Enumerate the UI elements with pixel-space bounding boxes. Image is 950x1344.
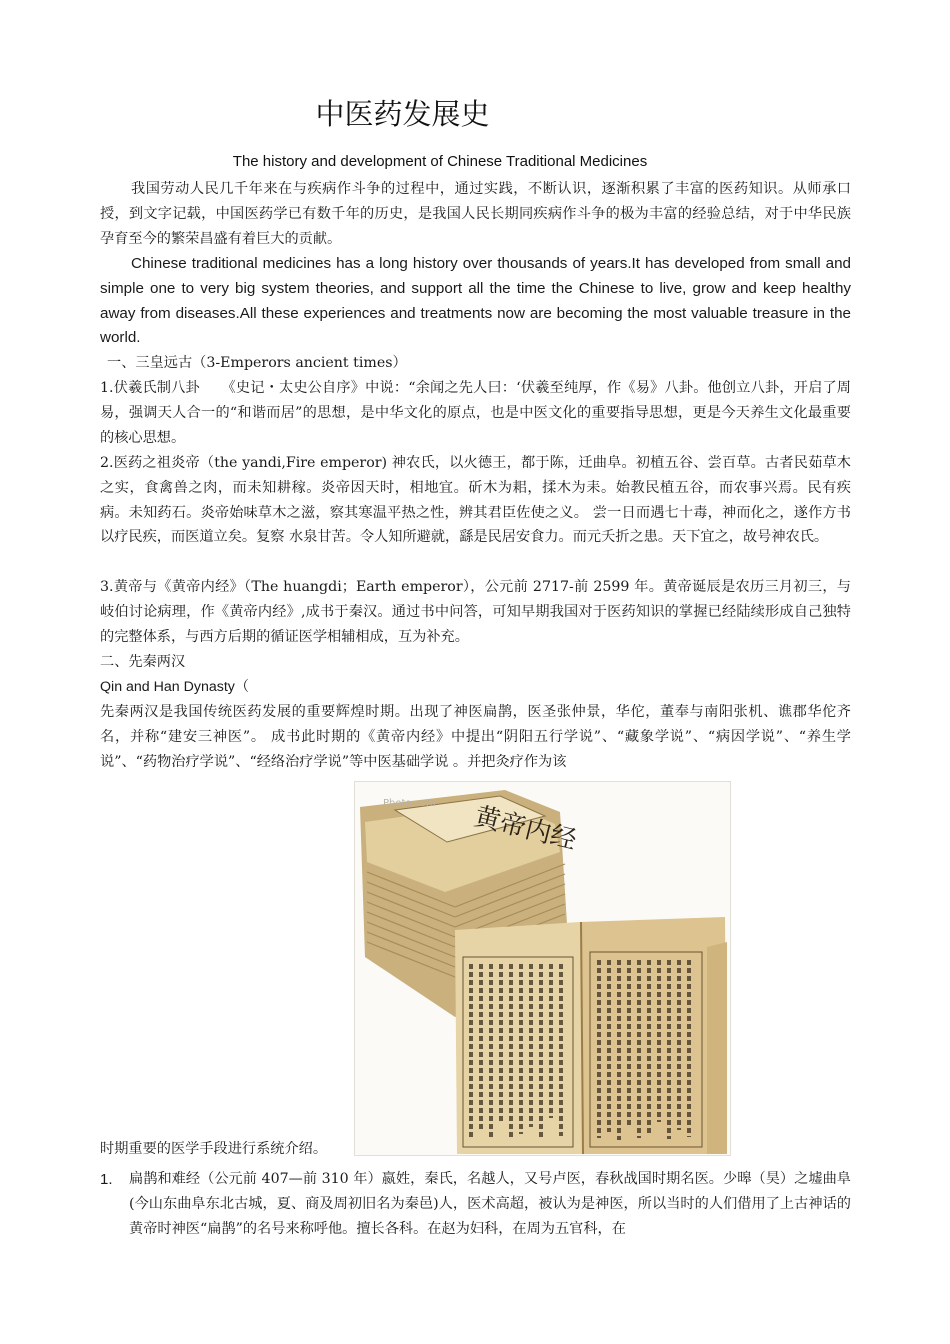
- section-1-item-1: 1.伏羲氏制八卦 《史记・太史公自序》中说：“余闻之先人曰：‘伏羲至纯厚，作《易》八卦。他创立八卦，开启了周易，强调天人合一的“和谐而居”的思想，是中华文化的原点，也是中医文化的重要指导思想，更是今天养生文化最重要的核心思想。: [100, 380, 851, 446]
- list-item-text: 扁鹊和难经（公元前 407—前 310 年）嬴姓，秦氏，名越人，又号卢医，春秋战国时期名医。少暤（昊）之墟曲阜(今山东曲阜东北古城，夏、商及周初旧名为秦邑)人，医术高超，被认为是神医，所以当时的人们借用了上古神话的黄帝时神医“扁鹊”的名号来称呼他。擅长各科。在赵为妇科，在周为五官科，在: [129, 1171, 851, 1237]
- ancient-books-illustration: [355, 782, 730, 1155]
- section-1-item-2: 2.医药之祖炎帝（the yandi,Fire emperor) 神农氏，以火德王，都于陈，迁曲阜。初植五谷、尝百草。古者民茹草木之实，食禽兽之肉，而未知耕稼。炎帝因天时，相地宜。斫木为耜，揉木为耒。始教民植五谷，而农事兴焉。民有疾病。未知药石。炎帝始味草木之滋，察其寒温平热之性，辨其君臣佐使之义。 尝一日而遇七十毒，神而化之，遂作方书以疗民疾，而医道立矣。复察 水泉甘苦。令人知所避就，繇是民居安食力。而元夭折之患。天下宜之，故号神农氏。: [100, 455, 851, 546]
- section-1-item-3: 3.黄帝与《黄帝内经》（The huangdi；Earth emperor），公元前 2717-前 2599 年。黄帝诞辰是农历三月初三，与岐伯讨论病理，作《黄帝内经》,成书于秦汉。通过书中问答，可知早期我国对于医药知识的掌握已经陆续形成自己独特的完整体系，与西方后期的循证医学相辅相成，互为补充。: [100, 579, 851, 645]
- section-2-body-continued: 时期重要的医学手段进行系统介绍。: [100, 1141, 328, 1157]
- section-2-heading: 二、先秦两汉: [100, 654, 186, 670]
- ancient-books-image: [354, 781, 731, 1156]
- section-2-body: 先秦两汉是我国传统医药发展的重要辉煌时期。出现了神医扁鹊，医圣张仲景，华佗，董奉与南阳张机、谯郡华佗齐名，并称“建安三神医”。 成书此时期的《黄帝内经》中提出“阴阳五行学说”、“藏象学说”、“病因学说”、“养生学说”、“药物治疗学说”、“经络治疗学说”等中医基础学说 。并把灸疗作为该: [100, 704, 851, 770]
- page-title: 中医药发展史: [315, 97, 490, 131]
- page-subtitle: The history and development of Chinese Traditional Medicines: [232, 153, 648, 170]
- section-1-heading: 一、三皇远古（3-Emperors ancient times）: [107, 355, 407, 371]
- list-item-number: 1.: [100, 1171, 113, 1188]
- intro-chinese-paragraph: 我国劳动人民几千年来在与疾病作斗争的过程中，通过实践，不断认识，逐渐积累了丰富的医药知识。从师承口授，到文字记载，中国医药学已有数千年的历史，是我国人民长期同疾病作斗争的极为丰富的经验总结，对于中华民族孕育至今的繁荣昌盛有着巨大的贡献。: [100, 181, 851, 247]
- open-book: [455, 917, 727, 1154]
- intro-english-paragraph: Chinese traditional medicines has a long history over thousands of years.It has developed from small and simple one to very big system theories, and support all the time the Chinese to live, grow and keep healthy away from diseases.All these experiences and treatments now are becoming the most valuable treasure in the world.: [100, 255, 851, 347]
- section-2-english-heading: Qin and Han Dynasty（: [100, 679, 250, 695]
- image-watermark: Photo.com: [383, 798, 436, 809]
- book-cover-title: 黄帝内经: [471, 801, 580, 856]
